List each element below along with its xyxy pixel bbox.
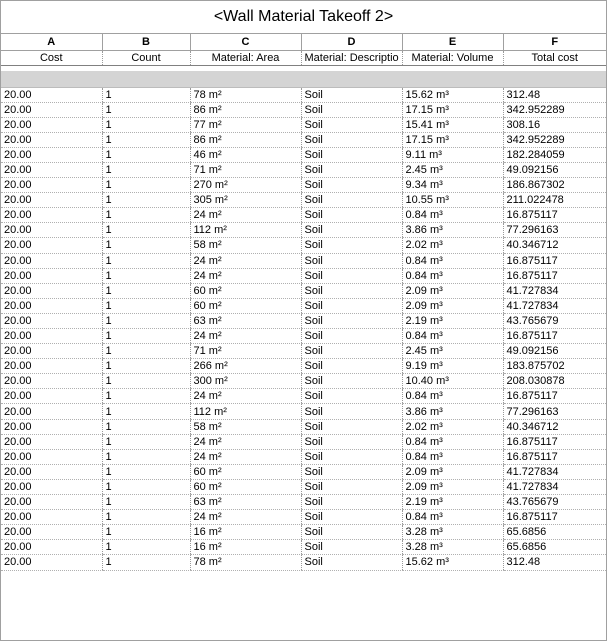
cell-material-volume[interactable]: 2.09 m³ (402, 479, 503, 494)
table-row[interactable] (1, 404, 606, 419)
cell-material-description[interactable]: Soil (301, 404, 402, 419)
cell-material-area[interactable]: 24 m² (190, 510, 301, 525)
table-row[interactable] (1, 389, 606, 404)
cell-total-cost[interactable]: 16.875117 (503, 434, 606, 449)
cell-material-area[interactable]: 16 m² (190, 525, 301, 540)
cell-count[interactable]: 1 (102, 298, 190, 313)
cell-cost[interactable]: 20.00 (1, 253, 102, 268)
table-row[interactable] (1, 283, 606, 298)
cell-material-area[interactable]: 24 m² (190, 449, 301, 464)
table-row[interactable] (1, 162, 606, 177)
cell-material-area[interactable]: 60 m² (190, 298, 301, 313)
cell-material-description[interactable]: Soil (301, 208, 402, 223)
cell-material-area[interactable]: 58 m² (190, 238, 301, 253)
cell-material-area[interactable]: 86 m² (190, 132, 301, 147)
cell-total-cost[interactable]: 308.16 (503, 117, 606, 132)
cell-total-cost[interactable]: 16.875117 (503, 329, 606, 344)
cell-count[interactable]: 1 (102, 404, 190, 419)
cell-material-description[interactable]: Soil (301, 147, 402, 162)
cell-material-volume[interactable]: 3.28 m³ (402, 540, 503, 555)
cell-cost[interactable]: 20.00 (1, 479, 102, 494)
cell-count[interactable]: 1 (102, 132, 190, 147)
cell-cost[interactable]: 20.00 (1, 329, 102, 344)
cell-material-description[interactable]: Soil (301, 117, 402, 132)
cell-total-cost[interactable]: 40.346712 (503, 238, 606, 253)
header-material-volume[interactable]: Material: Volume (402, 50, 503, 65)
column-letter-e[interactable]: E (402, 34, 503, 50)
cell-total-cost[interactable]: 40.346712 (503, 419, 606, 434)
cell-count[interactable]: 1 (102, 479, 190, 494)
cell-cost[interactable]: 20.00 (1, 540, 102, 555)
cell-count[interactable]: 1 (102, 434, 190, 449)
cell-cost[interactable]: 20.00 (1, 162, 102, 177)
cell-count[interactable]: 1 (102, 223, 190, 238)
cell-total-cost[interactable]: 41.727834 (503, 283, 606, 298)
cell-total-cost[interactable]: 16.875117 (503, 208, 606, 223)
cell-material-area[interactable]: 24 m² (190, 329, 301, 344)
cell-cost[interactable]: 20.00 (1, 464, 102, 479)
cell-material-description[interactable]: Soil (301, 132, 402, 147)
table-row[interactable] (1, 344, 606, 359)
table-row[interactable] (1, 178, 606, 193)
cell-material-area[interactable]: 24 m² (190, 208, 301, 223)
cell-total-cost[interactable]: 16.875117 (503, 253, 606, 268)
cell-material-volume[interactable]: 17.15 m³ (402, 102, 503, 117)
cell-material-description[interactable]: Soil (301, 268, 402, 283)
cell-material-volume[interactable]: 3.86 m³ (402, 223, 503, 238)
cell-count[interactable]: 1 (102, 253, 190, 268)
header-total-cost[interactable]: Total cost (503, 50, 606, 65)
cell-count[interactable]: 1 (102, 268, 190, 283)
cell-material-description[interactable]: Soil (301, 510, 402, 525)
cell-total-cost[interactable]: 77.296163 (503, 223, 606, 238)
cell-total-cost[interactable]: 65.6856 (503, 525, 606, 540)
header-count[interactable]: Count (102, 50, 190, 65)
table-row[interactable] (1, 419, 606, 434)
cell-material-area[interactable]: 60 m² (190, 283, 301, 298)
cell-cost[interactable]: 20.00 (1, 419, 102, 434)
column-header-row (1, 50, 606, 65)
cell-cost[interactable]: 20.00 (1, 208, 102, 223)
table-row[interactable] (1, 117, 606, 132)
cell-material-volume[interactable]: 3.28 m³ (402, 525, 503, 540)
table-row[interactable] (1, 540, 606, 555)
cell-total-cost[interactable]: 211.022478 (503, 193, 606, 208)
column-letter-a[interactable]: A (1, 34, 102, 50)
cell-material-description[interactable]: Soil (301, 374, 402, 389)
cell-material-description[interactable]: Soil (301, 87, 402, 102)
cell-count[interactable]: 1 (102, 525, 190, 540)
cell-material-area[interactable]: 266 m² (190, 359, 301, 374)
cell-material-volume[interactable]: 0.84 m³ (402, 449, 503, 464)
cell-cost[interactable]: 20.00 (1, 525, 102, 540)
table-row[interactable] (1, 313, 606, 328)
cell-total-cost[interactable]: 41.727834 (503, 298, 606, 313)
cell-material-area[interactable]: 78 m² (190, 87, 301, 102)
cell-count[interactable]: 1 (102, 238, 190, 253)
cell-total-cost[interactable]: 186.867302 (503, 178, 606, 193)
cell-material-description[interactable]: Soil (301, 283, 402, 298)
cell-cost[interactable]: 20.00 (1, 147, 102, 162)
cell-material-area[interactable]: 24 m² (190, 389, 301, 404)
cell-total-cost[interactable]: 77.296163 (503, 404, 606, 419)
cell-material-volume[interactable]: 2.02 m³ (402, 419, 503, 434)
cell-count[interactable]: 1 (102, 374, 190, 389)
cell-material-description[interactable]: Soil (301, 389, 402, 404)
cell-material-volume[interactable]: 17.15 m³ (402, 132, 503, 147)
table-row[interactable] (1, 449, 606, 464)
cell-material-description[interactable]: Soil (301, 419, 402, 434)
cell-material-area[interactable]: 71 m² (190, 162, 301, 177)
cell-material-volume[interactable]: 0.84 m³ (402, 389, 503, 404)
cell-material-volume[interactable]: 2.02 m³ (402, 238, 503, 253)
cell-material-description[interactable]: Soil (301, 344, 402, 359)
cell-material-description[interactable]: Soil (301, 162, 402, 177)
cell-count[interactable]: 1 (102, 87, 190, 102)
cell-material-volume[interactable]: 0.84 m³ (402, 329, 503, 344)
cell-material-volume[interactable]: 2.45 m³ (402, 344, 503, 359)
cell-material-volume[interactable]: 10.55 m³ (402, 193, 503, 208)
cell-count[interactable]: 1 (102, 510, 190, 525)
cell-material-volume[interactable]: 0.84 m³ (402, 268, 503, 283)
cell-count[interactable]: 1 (102, 419, 190, 434)
table-row[interactable] (1, 208, 606, 223)
cell-total-cost[interactable]: 16.875117 (503, 449, 606, 464)
cell-material-description[interactable]: Soil (301, 434, 402, 449)
cell-material-description[interactable]: Soil (301, 329, 402, 344)
cell-material-description[interactable]: Soil (301, 540, 402, 555)
cell-material-area[interactable]: 71 m² (190, 344, 301, 359)
cell-material-volume[interactable]: 2.19 m³ (402, 495, 503, 510)
cell-material-area[interactable]: 112 m² (190, 223, 301, 238)
table-row[interactable] (1, 193, 606, 208)
cell-material-area[interactable]: 305 m² (190, 193, 301, 208)
cell-count[interactable]: 1 (102, 162, 190, 177)
cell-material-description[interactable]: Soil (301, 253, 402, 268)
cell-total-cost[interactable]: 312.48 (503, 555, 606, 570)
table-row[interactable] (1, 464, 606, 479)
table-row[interactable] (1, 223, 606, 238)
cell-count[interactable]: 1 (102, 389, 190, 404)
cell-count[interactable]: 1 (102, 540, 190, 555)
cell-count[interactable]: 1 (102, 102, 190, 117)
cell-material-area[interactable]: 63 m² (190, 495, 301, 510)
cell-cost[interactable]: 20.00 (1, 555, 102, 570)
table-row[interactable] (1, 268, 606, 283)
cell-material-volume[interactable]: 15.62 m³ (402, 87, 503, 102)
column-letter-d[interactable]: D (301, 34, 402, 50)
cell-cost[interactable]: 20.00 (1, 374, 102, 389)
cell-material-volume[interactable]: 2.09 m³ (402, 298, 503, 313)
cell-total-cost[interactable]: 41.727834 (503, 479, 606, 494)
cell-count[interactable]: 1 (102, 178, 190, 193)
cell-cost[interactable]: 20.00 (1, 223, 102, 238)
table-row[interactable] (1, 510, 606, 525)
column-letter-c[interactable]: C (190, 34, 301, 50)
cell-material-description[interactable]: Soil (301, 102, 402, 117)
table-row[interactable] (1, 238, 606, 253)
cell-material-area[interactable]: 58 m² (190, 419, 301, 434)
column-letter-f[interactable]: F (503, 34, 606, 50)
cell-count[interactable]: 1 (102, 555, 190, 570)
cell-cost[interactable]: 20.00 (1, 102, 102, 117)
column-letter-row (1, 34, 606, 50)
cell-cost[interactable]: 20.00 (1, 434, 102, 449)
cell-material-area[interactable]: 86 m² (190, 102, 301, 117)
cell-cost[interactable]: 20.00 (1, 132, 102, 147)
cell-material-area[interactable]: 300 m² (190, 374, 301, 389)
cell-total-cost[interactable]: 16.875117 (503, 268, 606, 283)
table-row[interactable] (1, 479, 606, 494)
cell-total-cost[interactable]: 41.727834 (503, 464, 606, 479)
cell-count[interactable]: 1 (102, 464, 190, 479)
cell-cost[interactable]: 20.00 (1, 117, 102, 132)
cell-material-volume[interactable]: 3.86 m³ (402, 404, 503, 419)
table-row[interactable] (1, 253, 606, 268)
table-row[interactable] (1, 147, 606, 162)
cell-material-description[interactable]: Soil (301, 178, 402, 193)
cell-material-area[interactable]: 63 m² (190, 313, 301, 328)
cell-cost[interactable]: 20.00 (1, 268, 102, 283)
cell-total-cost[interactable]: 183.875702 (503, 359, 606, 374)
cell-material-area[interactable]: 270 m² (190, 178, 301, 193)
cell-material-area[interactable]: 24 m² (190, 434, 301, 449)
cell-material-description[interactable]: Soil (301, 495, 402, 510)
cell-material-volume[interactable]: 9.19 m³ (402, 359, 503, 374)
cell-material-volume[interactable]: 0.84 m³ (402, 208, 503, 223)
table-row[interactable] (1, 329, 606, 344)
cell-count[interactable]: 1 (102, 147, 190, 162)
cell-material-description[interactable]: Soil (301, 464, 402, 479)
cell-material-volume[interactable]: 10.40 m³ (402, 374, 503, 389)
cell-material-description[interactable]: Soil (301, 479, 402, 494)
column-letter-b[interactable]: B (102, 34, 190, 50)
table-row[interactable] (1, 359, 606, 374)
cell-material-volume[interactable]: 0.84 m³ (402, 510, 503, 525)
cell-material-volume[interactable]: 9.11 m³ (402, 147, 503, 162)
cell-material-area[interactable]: 16 m² (190, 540, 301, 555)
cell-material-volume[interactable]: 2.09 m³ (402, 464, 503, 479)
cell-total-cost[interactable]: 49.092156 (503, 344, 606, 359)
table-row[interactable] (1, 434, 606, 449)
table-row[interactable] (1, 555, 606, 570)
cell-count[interactable]: 1 (102, 495, 190, 510)
table-row[interactable] (1, 298, 606, 313)
cell-material-volume[interactable]: 2.09 m³ (402, 283, 503, 298)
cell-material-volume[interactable]: 15.41 m³ (402, 117, 503, 132)
cell-material-area[interactable]: 24 m² (190, 268, 301, 283)
header-material-area[interactable]: Material: Area (190, 50, 301, 65)
cell-material-area[interactable]: 77 m² (190, 117, 301, 132)
cell-count[interactable]: 1 (102, 329, 190, 344)
cell-total-cost[interactable]: 182.284059 (503, 147, 606, 162)
cell-material-description[interactable]: Soil (301, 555, 402, 570)
cell-material-description[interactable]: Soil (301, 449, 402, 464)
cell-count[interactable]: 1 (102, 117, 190, 132)
cell-count[interactable]: 1 (102, 359, 190, 374)
cell-cost[interactable]: 20.00 (1, 283, 102, 298)
cell-material-area[interactable]: 78 m² (190, 555, 301, 570)
table-row[interactable] (1, 102, 606, 117)
cell-count[interactable]: 1 (102, 449, 190, 464)
header-cost[interactable]: Cost (1, 50, 102, 65)
header-material-description[interactable]: Material: Descriptio (301, 50, 402, 65)
table-row[interactable] (1, 374, 606, 389)
cell-material-area[interactable]: 60 m² (190, 464, 301, 479)
cell-count[interactable]: 1 (102, 313, 190, 328)
group-header-row (1, 71, 606, 87)
cell-material-description[interactable]: Soil (301, 359, 402, 374)
cell-total-cost[interactable]: 342.952289 (503, 102, 606, 117)
cell-cost[interactable]: 20.00 (1, 344, 102, 359)
cell-material-description[interactable]: Soil (301, 298, 402, 313)
cell-material-description[interactable]: Soil (301, 223, 402, 238)
cell-total-cost[interactable]: 342.952289 (503, 132, 606, 147)
cell-cost[interactable]: 20.00 (1, 193, 102, 208)
cell-material-volume[interactable]: 0.84 m³ (402, 253, 503, 268)
cell-material-volume[interactable]: 2.19 m³ (402, 313, 503, 328)
cell-total-cost[interactable]: 312.48 (503, 87, 606, 102)
cell-count[interactable]: 1 (102, 208, 190, 223)
cell-material-description[interactable]: Soil (301, 238, 402, 253)
cell-material-volume[interactable]: 9.34 m³ (402, 178, 503, 193)
cell-cost[interactable]: 20.00 (1, 298, 102, 313)
cell-total-cost[interactable]: 65.6856 (503, 540, 606, 555)
cell-material-area[interactable]: 24 m² (190, 253, 301, 268)
cell-cost[interactable]: 20.00 (1, 449, 102, 464)
cell-cost[interactable]: 20.00 (1, 359, 102, 374)
cell-material-description[interactable]: Soil (301, 525, 402, 540)
cell-cost[interactable]: 20.00 (1, 389, 102, 404)
cell-material-area[interactable]: 46 m² (190, 147, 301, 162)
cell-cost[interactable]: 20.00 (1, 238, 102, 253)
cell-total-cost[interactable]: 16.875117 (503, 389, 606, 404)
cell-material-area[interactable]: 60 m² (190, 479, 301, 494)
cell-count[interactable]: 1 (102, 283, 190, 298)
cell-material-area[interactable]: 112 m² (190, 404, 301, 419)
cell-total-cost[interactable]: 16.875117 (503, 510, 606, 525)
cell-total-cost[interactable]: 49.092156 (503, 162, 606, 177)
cell-count[interactable]: 1 (102, 193, 190, 208)
table-row[interactable] (1, 525, 606, 540)
cell-total-cost[interactable]: 43.765679 (503, 495, 606, 510)
cell-cost[interactable]: 20.00 (1, 178, 102, 193)
cell-total-cost[interactable]: 208.030878 (503, 374, 606, 389)
cell-cost[interactable]: 20.00 (1, 495, 102, 510)
schedule-title: <Wall Material Takeoff 2> (1, 1, 606, 34)
cell-cost[interactable]: 20.00 (1, 404, 102, 419)
table-row[interactable] (1, 495, 606, 510)
cell-material-volume[interactable]: 2.45 m³ (402, 162, 503, 177)
cell-material-volume[interactable]: 0.84 m³ (402, 434, 503, 449)
table-row[interactable] (1, 132, 606, 147)
cell-material-description[interactable]: Soil (301, 313, 402, 328)
cell-total-cost[interactable]: 43.765679 (503, 313, 606, 328)
schedule-table (1, 34, 606, 571)
cell-cost[interactable]: 20.00 (1, 313, 102, 328)
cell-material-description[interactable]: Soil (301, 193, 402, 208)
cell-material-volume[interactable]: 15.62 m³ (402, 555, 503, 570)
cell-cost[interactable]: 20.00 (1, 510, 102, 525)
cell-cost[interactable]: 20.00 (1, 87, 102, 102)
table-row[interactable] (1, 87, 606, 102)
cell-count[interactable]: 1 (102, 344, 190, 359)
